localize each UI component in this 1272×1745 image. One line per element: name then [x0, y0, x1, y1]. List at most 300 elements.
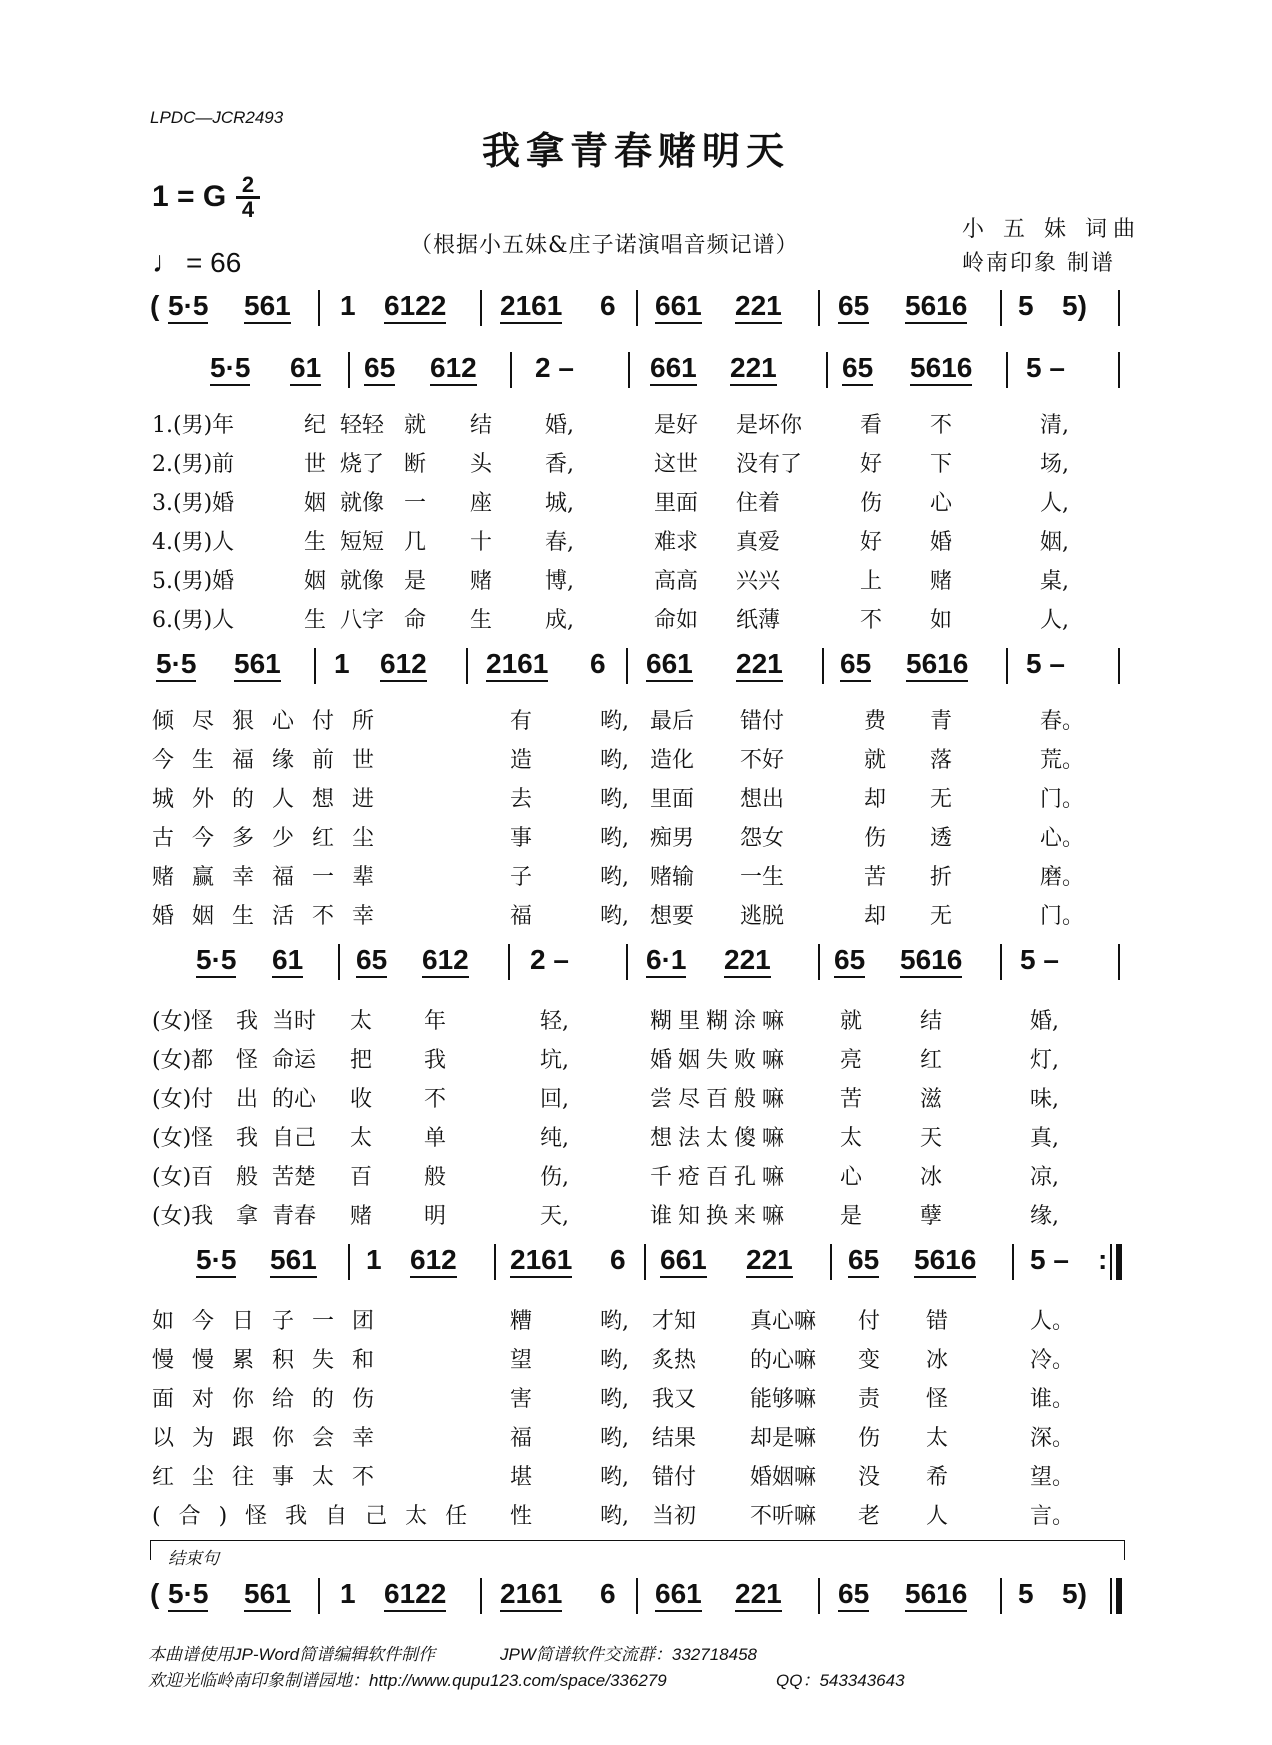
lyric-word: 红尘往事太不	[152, 1465, 393, 1490]
lyric-word: 古今多少红尘	[152, 826, 393, 851]
lyric-word: 轻轻	[340, 413, 385, 438]
lyric-word: 赌输	[650, 865, 695, 890]
lyric-word: (女)都	[152, 1048, 214, 1073]
lyric-word: 春。	[1040, 709, 1085, 734]
lyric-word: 错	[926, 1309, 949, 1334]
lyric-word: 生	[304, 530, 327, 555]
note-group: 5616	[900, 944, 962, 978]
lyric-word: 婚姻失败嘛	[650, 1048, 791, 1073]
lyric-word: 当初	[652, 1504, 697, 1529]
lyric-word: 不	[424, 1087, 447, 1112]
lyric-word: 婚	[930, 530, 953, 555]
barline	[314, 648, 316, 684]
barline	[636, 1578, 638, 1614]
note-group: 221	[736, 648, 783, 682]
barline	[508, 944, 510, 980]
final-barline	[1116, 1244, 1122, 1280]
lyric-word: 拿	[236, 1204, 259, 1229]
lyric-word: 缘,	[1030, 1204, 1059, 1229]
lyric-word: 造	[510, 748, 533, 773]
lyric-word: 却	[864, 787, 887, 812]
barline	[1118, 290, 1120, 326]
lyric-word: 怪	[926, 1387, 949, 1412]
note-group: 5·5	[168, 1578, 208, 1612]
ending-bracket-left	[150, 1540, 151, 1560]
note-group: 612	[430, 352, 477, 386]
lyric-word: 太	[350, 1126, 373, 1151]
lyric-word: 1.(男)年	[152, 413, 235, 438]
lyric-word: 自己	[272, 1126, 317, 1151]
barline	[818, 1578, 820, 1614]
lyric-word: 却是嘛	[750, 1426, 817, 1451]
lyric-word: 老	[858, 1504, 881, 1529]
lyric-word: 付	[858, 1309, 881, 1334]
lyric-word: 伤	[860, 491, 883, 516]
lyric-word: 错付	[740, 709, 785, 734]
lyric-word: 不	[930, 413, 953, 438]
lyric-word: 住着	[736, 491, 781, 516]
lyric-word: 味,	[1030, 1087, 1059, 1112]
lyric-word: 逃脱	[740, 904, 785, 929]
lyric-word: (合)怪我自己太任	[152, 1504, 486, 1529]
barline	[480, 1578, 482, 1614]
note-group: 661	[655, 1578, 702, 1612]
lyric-word: 今生福缘前世	[152, 748, 393, 773]
lyric-word: 责	[858, 1387, 881, 1412]
note-group: 5 –	[1030, 1244, 1069, 1275]
lyric-word: 不听嘛	[750, 1504, 817, 1529]
lyric-word: 出	[236, 1087, 259, 1112]
lyric-word: 哟,	[600, 1309, 629, 1334]
lyric-word: 落	[930, 748, 953, 773]
lyric-word: 收	[350, 1087, 373, 1112]
note-group: 2161	[510, 1244, 572, 1278]
barline	[626, 944, 628, 980]
barline	[1118, 944, 1120, 980]
note-group: 661	[650, 352, 697, 386]
lyric-word: 清,	[1040, 413, 1069, 438]
note-group: 221	[724, 944, 771, 978]
lyric-word: 人	[926, 1504, 949, 1529]
note-group: 561	[270, 1244, 317, 1278]
lyric-word: 的心	[272, 1087, 317, 1112]
section2-notes	[0, 648, 1272, 688]
note-group: 221	[735, 290, 782, 324]
lyric-word: 想法太傻嘛	[650, 1126, 791, 1151]
lyric-word: 哟,	[600, 1465, 629, 1490]
barline	[466, 648, 468, 684]
lyric-word: 亮	[840, 1048, 863, 1073]
note-group: 65	[356, 944, 387, 978]
lyric-word: 没有了	[736, 452, 803, 477]
lyric-word: 无	[930, 904, 953, 929]
lyric-word: 冷。	[1030, 1348, 1075, 1373]
note-group: 1	[366, 1244, 382, 1275]
lyric-word: 青春	[272, 1204, 317, 1229]
lyric-word: 4.(男)人	[152, 530, 235, 555]
lyric-word: 婚姻嘛	[750, 1465, 817, 1490]
lyric-word: 如今日子一团	[152, 1309, 393, 1334]
note-group: 5·5	[196, 944, 236, 978]
intro-notes	[0, 290, 1272, 330]
lyric-word: 十	[470, 530, 493, 555]
barline	[636, 290, 638, 326]
quarter-note-icon: ♩	[152, 246, 182, 279]
lyric-word: 是	[404, 569, 427, 594]
lyric-word: 桌,	[1040, 569, 1069, 594]
lyric-word: 明	[424, 1204, 447, 1229]
lyric-word: 座	[470, 491, 493, 516]
note-group: 5)	[1062, 1578, 1087, 1609]
barline	[628, 352, 630, 388]
lyric-word: 哟,	[600, 709, 629, 734]
lyric-word: 子	[510, 865, 533, 890]
lyric-word: 哟,	[600, 1426, 629, 1451]
note-group: 61	[290, 352, 321, 386]
lyric-word: 真爱	[736, 530, 781, 555]
lyric-word: 害	[510, 1387, 533, 1412]
lyric-word: 炙热	[652, 1348, 697, 1373]
lyric-word: 真,	[1030, 1126, 1059, 1151]
lyric-word: 以为跟你会幸	[152, 1426, 393, 1451]
lyric-word: 命运	[272, 1048, 317, 1073]
tempo-marking	[152, 246, 241, 280]
lyric-word: 真心嘛	[750, 1309, 817, 1334]
lyric-word: 苦楚	[272, 1165, 317, 1190]
lyric-word: 哟,	[600, 826, 629, 851]
lyric-word: 赌	[930, 569, 953, 594]
lyric-word: 头	[470, 452, 493, 477]
lyric-word: 生	[304, 608, 327, 633]
note-group: 221	[746, 1244, 793, 1278]
lyric-word: 博,	[545, 569, 574, 594]
lyric-word: 是坏你	[736, 413, 803, 438]
barline	[1012, 1244, 1014, 1280]
lyric-word: 5.(男)婚	[152, 569, 235, 594]
note-group: 1	[340, 1578, 356, 1609]
lyric-word: 堪	[510, 1465, 533, 1490]
ending-notes	[0, 1578, 1272, 1618]
note-group: 2161	[500, 290, 562, 324]
note-group: 612	[422, 944, 469, 978]
lyric-word: 3.(男)婚	[152, 491, 235, 516]
lyric-word: 才知	[652, 1309, 697, 1334]
note-group: 65	[838, 290, 869, 324]
lyric-word: 纸薄	[736, 608, 781, 633]
lyric-word: 心。	[1040, 826, 1085, 851]
note-group: 5·5	[168, 290, 208, 324]
lyric-word: 里面	[654, 491, 699, 516]
lyric-word: 纯,	[540, 1126, 569, 1151]
lyric-word: 2.(男)前	[152, 452, 235, 477]
section3-notes	[0, 944, 1272, 984]
paren-open: (	[150, 1578, 160, 1609]
lyric-word: 太	[926, 1426, 949, 1451]
source-note: （根据小五妹&庄子诺演唱音频记谱）	[410, 233, 799, 258]
barline	[1000, 944, 1002, 980]
lyric-word: 心	[930, 491, 953, 516]
repeat-dots: :	[1098, 1244, 1108, 1275]
barline	[480, 290, 482, 326]
lyric-word: 下	[930, 452, 953, 477]
lyric-word: 哟,	[600, 1504, 629, 1529]
note-group: 2 –	[530, 944, 569, 975]
note-group: 65	[842, 352, 873, 386]
barline	[1110, 1244, 1112, 1280]
barline	[318, 290, 320, 326]
barline	[318, 1578, 320, 1614]
lyric-word: 烧了	[340, 452, 385, 477]
lyric-word: 婚,	[1030, 1009, 1059, 1034]
barline	[1006, 352, 1008, 388]
lyric-word: 好	[860, 530, 883, 555]
lyric-word: 荒。	[1040, 748, 1085, 773]
lyric-word: 八字	[340, 608, 385, 633]
note-group: 561	[244, 290, 291, 324]
note-group: 5·5	[210, 352, 250, 386]
lyric-word: 冰	[920, 1165, 943, 1190]
lyric-word: 如	[930, 608, 953, 633]
lyric-word: 想要	[650, 904, 695, 929]
barline	[1006, 648, 1008, 684]
note-group: 5 –	[1020, 944, 1059, 975]
lyric-word: 性	[510, 1504, 533, 1529]
lyric-word: 我	[424, 1048, 447, 1073]
barline	[644, 1244, 646, 1280]
note-group: 2161	[486, 648, 548, 682]
lyric-word: 结	[470, 413, 493, 438]
lyric-word: 我又	[652, 1387, 697, 1412]
lyric-word: 里面	[650, 787, 695, 812]
lyric-word: 高高	[654, 569, 699, 594]
lyric-word: 看	[860, 413, 883, 438]
barline	[510, 352, 512, 388]
lyric-word: 命如	[654, 608, 699, 633]
lyric-word: 心	[840, 1165, 863, 1190]
lyric-word: 望。	[1030, 1465, 1075, 1490]
lyric-word: 不	[860, 608, 883, 633]
lyric-word: 就像	[340, 569, 385, 594]
time-top: 2	[236, 174, 260, 199]
barline	[822, 648, 824, 684]
lyric-word: 错付	[652, 1465, 697, 1490]
lyric-word: 伤	[864, 826, 887, 851]
lyric-word: 结果	[652, 1426, 697, 1451]
lyric-word: 谁。	[1030, 1387, 1075, 1412]
lyric-word: 折	[930, 865, 953, 890]
lyric-word: 有	[510, 709, 533, 734]
lyric-word: (女)怪	[152, 1126, 214, 1151]
lyric-word: 赌	[470, 569, 493, 594]
lyric-word: 磨。	[1040, 865, 1085, 890]
tempo-value: = 66	[186, 247, 242, 278]
lyric-word: 单	[424, 1126, 447, 1151]
note-group: 221	[730, 352, 777, 386]
lyric-word: 婚姻生活不幸	[152, 904, 393, 929]
lyric-word: 伤	[858, 1426, 881, 1451]
lyric-word: 门。	[1040, 904, 1085, 929]
note-group: 65	[364, 352, 395, 386]
lyric-word: 难求	[654, 530, 699, 555]
ending-bracket	[150, 1540, 1125, 1541]
lyric-word: (女)付	[152, 1087, 214, 1112]
lyric-word: 福	[510, 904, 533, 929]
arranger-credit: 岭南印象 制谱	[962, 251, 1115, 276]
note-group: 2161	[500, 1578, 562, 1612]
lyric-word: 香,	[545, 452, 574, 477]
section4-notes	[0, 1244, 1272, 1284]
ending-bracket-right	[1124, 1540, 1125, 1560]
lyric-word: 场,	[1040, 452, 1069, 477]
lyric-word: 是好	[654, 413, 699, 438]
note-group: 661	[660, 1244, 707, 1278]
lyric-word: 好	[860, 452, 883, 477]
lyric-word: 哟,	[600, 787, 629, 812]
lyric-word: 望	[510, 1348, 533, 1373]
note-group: 1	[340, 290, 356, 321]
note-group: 5	[1018, 290, 1034, 321]
lyric-word: (女)怪	[152, 1009, 214, 1034]
barline	[818, 290, 820, 326]
note-group: 5616	[906, 648, 968, 682]
footer-qq: QQ：543343643	[776, 1671, 905, 1690]
lyric-word: 深。	[1030, 1426, 1075, 1451]
lyric-word: 百	[350, 1165, 373, 1190]
lyric-word: 年	[424, 1009, 447, 1034]
barline	[348, 352, 350, 388]
note-group: 5	[1018, 1578, 1034, 1609]
lyric-word: 无	[930, 787, 953, 812]
lyric-word: 结	[920, 1009, 943, 1034]
lyric-word: 我	[236, 1126, 259, 1151]
lyric-word: 一	[404, 491, 427, 516]
lyricist-credit: 小 五 妹 词曲	[962, 217, 1141, 242]
lyric-word: 红	[920, 1048, 943, 1073]
barline	[1110, 1578, 1112, 1614]
note-group: 6	[600, 1578, 616, 1609]
lyric-word: 费	[864, 709, 887, 734]
note-group: 5616	[914, 1244, 976, 1278]
lyric-word: 天	[920, 1126, 943, 1151]
lyric-word: 这世	[654, 452, 699, 477]
lyric-word: 言。	[1030, 1504, 1075, 1529]
barline	[626, 648, 628, 684]
song-title: 我拿青春赌明天	[481, 128, 790, 173]
lyric-word: 希	[926, 1465, 949, 1490]
lyric-word: 造化	[650, 748, 695, 773]
lyric-word: 把	[350, 1048, 373, 1073]
lyric-word: 姻,	[1040, 530, 1069, 555]
lyric-word: 哟,	[600, 904, 629, 929]
lyric-word: 般	[236, 1165, 259, 1190]
lyric-word: 人。	[1030, 1309, 1075, 1334]
barline	[348, 1244, 350, 1280]
lyric-word: 般	[424, 1165, 447, 1190]
barline	[1118, 352, 1120, 388]
lyric-word: (女)我	[152, 1204, 214, 1229]
lyric-word: 生	[470, 608, 493, 633]
note-group: 65	[848, 1244, 879, 1278]
lyric-word: 天,	[540, 1204, 569, 1229]
lyric-word: 命	[404, 608, 427, 633]
lyric-word: 苦	[840, 1087, 863, 1112]
lyric-word: 尝尽百般嘛	[650, 1087, 791, 1112]
footer-group: JPW简谱软件交流群：332718458	[500, 1645, 757, 1664]
lyric-word: 没	[858, 1465, 881, 1490]
lyric-word: 不好	[740, 748, 785, 773]
note-group: 5·5	[156, 648, 196, 682]
lyric-word: 的心嘛	[750, 1348, 817, 1373]
lyric-word: 能够嘛	[750, 1387, 817, 1412]
lyric-word: 城外的人想进	[152, 787, 393, 812]
footer-website: 欢迎光临岭南印象制谱园地：http://www.qupu123.com/space/336279	[148, 1671, 667, 1690]
lyric-word: 千疮百孔嘛	[650, 1165, 791, 1190]
lyric-word: 最后	[650, 709, 695, 734]
note-group: 1	[334, 648, 350, 679]
lyric-word: 谁知换来嘛	[650, 1204, 791, 1229]
note-group: 65	[840, 648, 871, 682]
time-bottom: 4	[241, 197, 255, 222]
note-group: 65	[834, 944, 865, 978]
lyric-word: 就像	[340, 491, 385, 516]
lyric-word: 伤,	[540, 1165, 569, 1190]
lyric-word: 太	[840, 1126, 863, 1151]
note-group: 5)	[1062, 290, 1087, 321]
barline	[338, 944, 340, 980]
note-group: 6	[600, 290, 616, 321]
lyric-word: 短短	[340, 530, 385, 555]
note-group: 612	[380, 648, 427, 682]
note-group: 6·1	[646, 944, 686, 978]
barline	[830, 1244, 832, 1280]
lyric-word: 糊里糊涂嘛	[650, 1009, 791, 1034]
lyric-word: 糟	[510, 1309, 533, 1334]
time-signature	[236, 174, 260, 221]
lyric-word: 青	[930, 709, 953, 734]
note-group: 2 –	[535, 352, 574, 383]
barline	[494, 1244, 496, 1280]
lyric-word: 上	[860, 569, 883, 594]
lyric-word: 轻,	[540, 1009, 569, 1034]
lyric-word: 几	[404, 530, 427, 555]
lyric-word: 春,	[545, 530, 574, 555]
lyric-word: 就	[404, 413, 427, 438]
lyric-word: 冰	[926, 1348, 949, 1373]
final-barline	[1116, 1578, 1122, 1614]
paren-open: (	[150, 290, 160, 321]
score-code: LPDC—JCR2493	[150, 108, 284, 127]
lyric-word: 赌	[350, 1204, 373, 1229]
lyric-word: 苦	[864, 865, 887, 890]
note-group: 6122	[384, 290, 446, 324]
lyric-word: 凉,	[1030, 1165, 1059, 1190]
lyric-word: 世	[304, 452, 327, 477]
lyric-word: 人,	[1040, 491, 1069, 516]
lyric-word: 怨女	[740, 826, 785, 851]
lyric-word: 回,	[540, 1087, 569, 1112]
lyric-word: 哟,	[600, 1348, 629, 1373]
lyric-word: 坑,	[540, 1048, 569, 1073]
lyric-word: 孽	[920, 1204, 943, 1229]
lyric-word: 姻	[304, 491, 327, 516]
key-signature: 1 = G	[152, 180, 227, 213]
lyric-word: 赌赢幸福一辈	[152, 865, 393, 890]
barline	[1000, 290, 1002, 326]
lyric-word: 就	[864, 748, 887, 773]
note-group: 5616	[905, 1578, 967, 1612]
lyric-word: 6.(男)人	[152, 608, 235, 633]
note-group: 561	[244, 1578, 291, 1612]
